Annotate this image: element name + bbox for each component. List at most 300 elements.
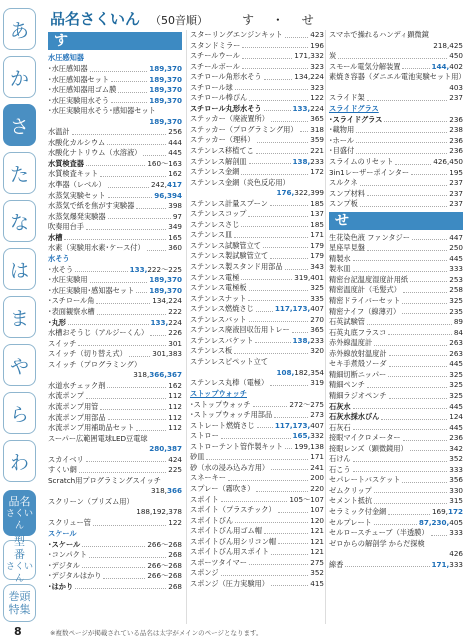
page-ref[interactable]: 233: [310, 335, 324, 345]
page-refs: [449, 391, 463, 402]
entry-name: 精製水: [329, 253, 351, 263]
index-entry: [190, 547, 324, 558]
entry-name: 水流ポンプ用部品: [48, 412, 106, 422]
page-ref[interactable]: 250: [449, 243, 463, 253]
page-ref[interactable]: 268: [168, 550, 182, 560]
tab-name-index[interactable]: [3, 490, 36, 536]
page-ref[interactable]: 325: [310, 283, 324, 293]
entry-name: 石けん: [329, 454, 351, 464]
page-ref[interactable]: 333: [449, 559, 463, 569]
page-ref[interactable]: 124: [449, 412, 463, 422]
page-ref[interactable]: 225: [168, 465, 182, 475]
page-ref[interactable]: 117,173,: [274, 420, 311, 430]
page-ref[interactable]: 335: [310, 293, 324, 303]
entry-name: ･デジタルはかり: [48, 571, 102, 581]
page-ref[interactable]: 105～107: [289, 494, 324, 504]
leader-dots: [221, 431, 291, 439]
entry-name: 石こう: [329, 464, 351, 474]
page-ref[interactable]: 237: [449, 188, 463, 198]
index-entry: [190, 473, 324, 484]
page-refs: [310, 378, 324, 389]
page-ref[interactable]: 162: [168, 169, 182, 179]
page-ref[interactable]: 189,370: [149, 275, 182, 285]
page-ref[interactable]: 97: [172, 211, 182, 221]
index-entry: [48, 233, 182, 244]
page-header: [50, 8, 328, 32]
index-entry: [190, 315, 324, 326]
page-ref[interactable]: 403: [449, 82, 463, 92]
entry-name: 精密台記温度湿度計用紙: [329, 274, 409, 284]
page-ref[interactable]: 237: [449, 199, 463, 209]
entry-name: スタンドミラー: [190, 40, 241, 50]
page-ref[interactable]: 266～268: [147, 560, 182, 570]
page-ref[interactable]: 424: [168, 454, 182, 464]
page-ref[interactable]: 165,: [292, 431, 311, 441]
page-ref[interactable]: 236: [449, 433, 463, 443]
page-ref[interactable]: 323: [310, 82, 324, 92]
page-ref[interactable]: 122: [310, 93, 324, 103]
entry-name: スポンジ: [190, 568, 219, 578]
page-refs: [433, 157, 463, 168]
entry-name: スチールボール: [190, 61, 240, 71]
entry-name: ステッカー（廃液置所）: [190, 114, 269, 124]
page-ref[interactable]: 333: [449, 528, 463, 538]
page-ref[interactable]: 185: [310, 219, 324, 229]
kana-tab[interactable]: な: [3, 200, 36, 242]
nav-prev[interactable]: す: [242, 13, 255, 27]
entry-name: ゼロからの解剖学 からだ探検: [329, 538, 425, 548]
page-ref[interactable]: 96,394: [154, 190, 182, 200]
page-ref[interactable]: 121: [310, 536, 324, 546]
page-ref[interactable]: 221: [310, 146, 324, 156]
tab-type-l1: 型 番: [14, 535, 36, 561]
leader-dots: [353, 454, 448, 462]
page-refs: [294, 273, 324, 284]
index-entry: [190, 357, 324, 368]
column-divider: [186, 30, 187, 624]
leader-dots: [90, 275, 148, 283]
page-ref[interactable]: 272～275: [289, 399, 324, 409]
entry-name: ステンレスさじ: [190, 219, 240, 229]
kana-tab[interactable]: た: [3, 152, 36, 194]
leader-dots: [271, 114, 308, 122]
page-refs: [151, 180, 182, 191]
page-refs: [293, 104, 324, 115]
page-ref[interactable]: 275: [310, 557, 324, 567]
leader-dots: [248, 294, 308, 302]
page-refs: [449, 233, 463, 244]
page-refs: [432, 507, 463, 518]
page-ref[interactable]: 218,425: [433, 40, 463, 50]
page-ref[interactable]: 266～268: [147, 539, 182, 549]
section-heading: せ: [329, 212, 463, 230]
index-entry: [190, 294, 324, 305]
page-ref[interactable]: 322,399: [294, 188, 324, 198]
tab-name-l2: さくいん: [5, 508, 33, 531]
index-entry: [48, 85, 182, 96]
entry-name: スモール電気分解装置: [329, 61, 401, 71]
tab-type-index[interactable]: [3, 535, 36, 584]
page-refs: [168, 465, 182, 476]
page-ref[interactable]: 179: [310, 251, 324, 261]
page-ref[interactable]: 318,: [133, 370, 150, 380]
page-refs: [454, 317, 463, 328]
kana-tab[interactable]: は: [3, 248, 36, 290]
leader-dots: [270, 251, 308, 259]
page-ref[interactable]: 236: [449, 114, 463, 124]
page-ref[interactable]: 342: [449, 443, 463, 453]
page-ref[interactable]: 366: [166, 486, 182, 496]
page-ref[interactable]: 195: [449, 167, 463, 177]
page-ref[interactable]: 415: [310, 578, 324, 588]
page-ref[interactable]: 270: [310, 314, 324, 324]
page-ref[interactable]: 189,370: [149, 64, 182, 73]
index-entry: [329, 359, 463, 370]
page-refs: [310, 505, 324, 516]
entry-name: ステンレスピペット立て: [190, 356, 269, 366]
page-ref[interactable]: 318: [310, 124, 324, 134]
index-entry: [48, 127, 182, 138]
page-ref[interactable]: 318,: [150, 486, 167, 496]
page-ref[interactable]: 134,224: [294, 72, 324, 82]
entry-name: ･ホール: [329, 135, 355, 145]
leader-dots: [82, 540, 145, 548]
page-ref[interactable]: 258: [449, 285, 463, 295]
page-ref[interactable]: 171: [310, 230, 324, 240]
page-refs: [149, 85, 182, 96]
page-ref[interactable]: 352: [449, 454, 463, 464]
index-entry: [329, 199, 463, 210]
page-ref[interactable]: 172: [310, 167, 324, 177]
page-ref[interactable]: 226: [168, 328, 182, 338]
entry-name: 水温計: [48, 127, 70, 137]
page-ref[interactable]: 235: [449, 306, 463, 316]
index-entry: [190, 199, 324, 210]
page-ref[interactable]: 224: [310, 103, 324, 113]
page-ref[interactable]: 138,: [292, 335, 311, 345]
leader-dots: [234, 346, 308, 354]
page-ref[interactable]: 169,: [431, 506, 448, 516]
entry-name: ステンレス解剖皿: [190, 156, 247, 166]
page-ref[interactable]: 301: [168, 338, 182, 348]
page-refs: [293, 157, 324, 168]
page-refs: [310, 230, 324, 241]
tab-feature[interactable]: [3, 584, 36, 622]
page-ref[interactable]: 333: [449, 464, 463, 474]
index-entry: [329, 539, 463, 550]
page-ref[interactable]: 189,370: [149, 285, 182, 295]
entry-name: 砂皿: [190, 452, 205, 462]
entry-name: ステンレスナット: [190, 293, 247, 303]
leader-dots: [271, 547, 308, 555]
entry-name: 砂（水の浸み込み方用）: [190, 462, 270, 472]
page-ref[interactable]: 426: [449, 549, 463, 559]
index-entry: [329, 338, 463, 349]
entry-name: ストレート燃焼さじ: [190, 420, 255, 430]
page-ref[interactable]: 199,138: [294, 441, 324, 451]
kana-tab[interactable]: や: [3, 344, 36, 386]
page-refs: [133, 370, 182, 381]
page-ref[interactable]: 325: [449, 380, 463, 390]
page-ref[interactable]: 112: [168, 391, 182, 401]
page-refs: [449, 254, 463, 265]
page-ref[interactable]: 188,192,378: [136, 507, 182, 517]
page-ref[interactable]: 325: [449, 369, 463, 379]
index-entry-continued: [48, 486, 182, 497]
page-ref[interactable]: 301,383: [152, 349, 182, 359]
page-refs: [275, 304, 324, 315]
entry-name: ステンレス計量スプーン: [190, 198, 268, 208]
entry-name: 水蒸気実験セット: [48, 190, 106, 200]
page-ref[interactable]: 352: [310, 568, 324, 578]
page-ref[interactable]: 366,367: [149, 370, 182, 380]
page-ref[interactable]: 172: [447, 506, 463, 516]
page-ref[interactable]: 268: [168, 581, 182, 591]
page-ref[interactable]: 444: [168, 137, 182, 147]
page-ref[interactable]: 365: [310, 325, 324, 335]
page-ref[interactable]: 323: [310, 61, 324, 71]
page-ref[interactable]: 117,173,: [274, 304, 311, 314]
entry-name: スクリーン（プリズム用）: [48, 496, 134, 506]
page-ref[interactable]: 165: [168, 232, 182, 242]
leader-dots: [111, 96, 147, 104]
page-ref[interactable]: 222: [168, 307, 182, 317]
page-ref[interactable]: 407: [310, 304, 324, 314]
leader-dots: [78, 339, 166, 347]
page-ref[interactable]: 189,370: [149, 74, 182, 84]
entry-name: ･ストップウォッチ: [190, 399, 251, 409]
page-ref[interactable]: 238: [449, 125, 463, 135]
page-ref[interactable]: 263: [449, 348, 463, 358]
page-ref[interactable]: 417: [166, 180, 182, 190]
page-ref[interactable]: 242,: [150, 180, 167, 190]
page-ref[interactable]: 445: [449, 422, 463, 432]
page-ref[interactable]: 398: [168, 201, 182, 211]
page-ref[interactable]: 121: [310, 526, 324, 536]
page-ref[interactable]: 445: [449, 359, 463, 369]
page-ref[interactable]: 405: [449, 517, 463, 527]
page-ref[interactable]: 120: [310, 515, 324, 525]
entry-name: セラミック付金網: [329, 506, 387, 516]
page-ref[interactable]: 196: [310, 40, 324, 50]
kana-tab[interactable]: か: [3, 56, 36, 98]
leader-dots: [278, 505, 309, 513]
page-ref[interactable]: 445: [449, 401, 463, 411]
page-refs: [130, 265, 182, 276]
page-ref[interactable]: 179: [310, 240, 324, 250]
page-ref[interactable]: 236: [449, 146, 463, 156]
entry-name: ステッカー（理科）: [190, 135, 255, 145]
page-ref[interactable]: 171: [310, 452, 324, 462]
page-ref[interactable]: 426,450: [433, 157, 463, 167]
page-ref[interactable]: 189,370: [149, 85, 182, 95]
leader-dots: [68, 318, 149, 326]
page-ref[interactable]: 360: [168, 243, 182, 253]
index-entry: [329, 444, 463, 455]
page-ref[interactable]: 237: [449, 178, 463, 188]
page-ref[interactable]: 171,332: [294, 51, 324, 61]
page-ref[interactable]: 263: [449, 338, 463, 348]
leader-dots: [410, 275, 447, 283]
entry-name: ステンレス板: [190, 346, 233, 356]
page-ref[interactable]: 121: [310, 547, 324, 557]
index-entry: [190, 378, 324, 389]
page-refs: [168, 138, 182, 149]
kana-tab[interactable]: わ: [3, 440, 36, 482]
tab-type-l2: さくいん: [5, 562, 33, 584]
page-ref[interactable]: 445: [449, 253, 463, 263]
index-entry: [48, 518, 182, 529]
page-ref[interactable]: 144,: [431, 61, 450, 71]
page-ref[interactable]: 280,387: [149, 444, 182, 454]
page-ref[interactable]: 359: [310, 135, 324, 145]
page-ref[interactable]: 134,224: [152, 296, 182, 306]
page-ref[interactable]: 189,370: [149, 95, 182, 105]
page-ref[interactable]: 171,: [431, 559, 450, 569]
entry-name: スチロール丸形水そう: [190, 103, 262, 113]
page-ref[interactable]: 256: [168, 127, 182, 137]
entry-name: 製氷皿: [329, 264, 351, 274]
page-ref[interactable]: 365: [310, 114, 324, 124]
page-ref[interactable]: 133,: [150, 317, 169, 327]
index-entry: [48, 169, 182, 180]
page-ref[interactable]: 112: [168, 423, 182, 433]
index-entry: [329, 296, 463, 307]
leader-dots: [256, 146, 308, 154]
page-ref[interactable]: 332: [310, 431, 324, 441]
page-refs: [310, 209, 324, 220]
page-ref[interactable]: 176,: [276, 188, 295, 198]
page-ref[interactable]: 266～268: [147, 571, 182, 581]
index-entry: [190, 125, 324, 136]
page-refs: [294, 442, 324, 453]
page-ref[interactable]: 315: [449, 496, 463, 506]
page-ref[interactable]: 185: [310, 198, 324, 208]
page-ref[interactable]: 241: [310, 462, 324, 472]
index-entry: [329, 507, 463, 518]
page-ref[interactable]: 447: [449, 232, 463, 242]
index-entry: [48, 402, 182, 413]
page-ref[interactable]: 182,354: [294, 367, 324, 377]
page-ref[interactable]: 319,401: [294, 272, 324, 282]
index-entry: [329, 475, 463, 486]
entry-name: スクリュー管: [48, 517, 91, 527]
entry-name: ステンレス移植てこ: [190, 146, 254, 156]
page-refs: [449, 125, 463, 136]
kana-tab[interactable]: あ: [3, 8, 36, 50]
page-ref[interactable]: 356: [449, 475, 463, 485]
page-refs: [449, 296, 463, 307]
index-entry: [329, 62, 463, 73]
page-ref[interactable]: 319: [310, 378, 324, 388]
page-ref[interactable]: 112: [168, 401, 182, 411]
entry-name: ステンレスバット: [190, 314, 247, 324]
page-refs: [310, 537, 324, 548]
entry-name: 吹奏用台手: [48, 222, 84, 232]
page-ref[interactable]: 138,: [292, 156, 311, 166]
index-entry: [329, 391, 463, 402]
leader-dots: [367, 380, 447, 388]
page-ref[interactable]: 325: [449, 390, 463, 400]
kana-tab[interactable]: ら: [3, 392, 36, 434]
page-ref[interactable]: 236: [449, 135, 463, 145]
page-ref[interactable]: 137: [310, 209, 324, 219]
page-ref[interactable]: 112: [168, 412, 182, 422]
page-ref[interactable]: 222～225: [147, 264, 182, 274]
page-ref[interactable]: 333: [449, 264, 463, 274]
page-ref[interactable]: 237: [449, 93, 463, 103]
entry-name: 石英丸底フラスコ: [329, 327, 387, 337]
leader-dots: [100, 169, 166, 177]
leader-dots: [242, 41, 308, 49]
page-ref[interactable]: 402: [449, 61, 463, 71]
page-ref[interactable]: 423: [310, 30, 324, 39]
entry-name: 水酸化カルシウム: [48, 137, 106, 147]
index-entry: [48, 339, 182, 350]
leader-dots: [270, 378, 308, 386]
page-ref[interactable]: 325: [449, 296, 463, 306]
page-ref[interactable]: 108,: [276, 367, 295, 377]
entry-name: スライムのリセット: [329, 157, 394, 167]
page-refs: [310, 568, 324, 579]
page-refs: [147, 571, 182, 582]
page-ref[interactable]: 189,370: [149, 116, 182, 126]
page-ref[interactable]: 87,230,: [418, 517, 450, 527]
entry-name: 水槽おそうじ（アルジーくん）: [48, 328, 149, 338]
page-ref[interactable]: 107: [310, 505, 324, 515]
page-refs: [149, 64, 182, 75]
page-ref[interactable]: 349: [168, 222, 182, 232]
page-ref[interactable]: 133,: [129, 264, 148, 274]
page-ref[interactable]: 330: [449, 485, 463, 495]
page-ref[interactable]: 84: [453, 327, 463, 337]
kana-tab[interactable]: ま: [3, 296, 36, 338]
page-refs: [310, 125, 324, 136]
entry-name: スチールウール: [190, 51, 240, 61]
page-ref[interactable]: 407: [310, 420, 324, 430]
page-ref[interactable]: 160～163: [147, 158, 182, 168]
leader-dots: [384, 115, 447, 123]
page-refs: [168, 582, 182, 593]
page-ref[interactable]: 162: [168, 380, 182, 390]
page-ref[interactable]: 273: [310, 410, 324, 420]
page-ref[interactable]: 253: [449, 274, 463, 284]
leader-dots: [90, 64, 148, 72]
page-ref[interactable]: 200: [310, 473, 324, 483]
page-refs: [310, 516, 324, 527]
entry-name: 水流ポンプ用補助品セット: [48, 423, 135, 433]
nav-next[interactable]: せ: [301, 13, 314, 27]
page-ref[interactable]: 224: [168, 317, 182, 327]
page-refs: [310, 526, 324, 537]
page-ref[interactable]: 450: [449, 51, 463, 61]
index-entry: [48, 391, 182, 402]
entry-name: ステンレス丸棒（電極）: [190, 378, 269, 388]
leader-dots: [374, 486, 447, 494]
kana-tab[interactable]: さ: [3, 104, 36, 146]
page-ref[interactable]: 122: [168, 517, 182, 527]
index-entry: [190, 209, 324, 220]
page-ref[interactable]: 233: [310, 156, 324, 166]
page-ref[interactable]: 133,: [292, 103, 311, 113]
leader-dots: [345, 560, 429, 568]
page-ref[interactable]: 89: [453, 317, 463, 327]
page-ref[interactable]: 220: [310, 483, 324, 493]
page-ref[interactable]: 320: [310, 346, 324, 356]
page-ref[interactable]: 343: [310, 262, 324, 272]
page-ref[interactable]: 445: [168, 148, 182, 158]
page-refs: [293, 431, 324, 442]
